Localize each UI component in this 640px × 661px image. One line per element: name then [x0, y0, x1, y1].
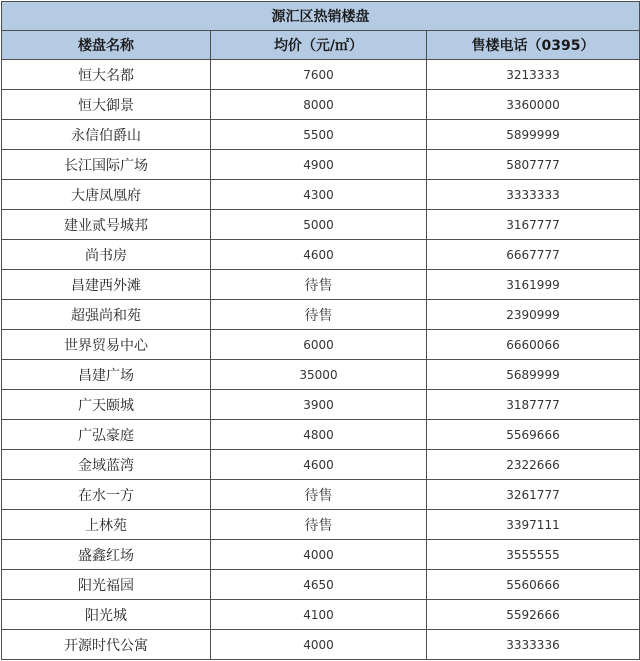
cell-price: 4650 [211, 570, 427, 600]
cell-phone: 3187777 [427, 390, 640, 420]
cell-name: 昌建广场 [2, 360, 211, 390]
cell-phone: 5899999 [427, 120, 640, 150]
cell-price: 5000 [211, 210, 427, 240]
cell-phone: 3161999 [427, 270, 640, 300]
cell-price: 待售 [211, 480, 427, 510]
cell-name: 开源时代公寓 [2, 630, 211, 660]
cell-name: 阳光福园 [2, 570, 211, 600]
table-row [2, 480, 640, 510]
cell-phone: 5569666 [427, 420, 640, 450]
cell-price: 待售 [211, 300, 427, 330]
table-row [2, 60, 640, 90]
table-row [2, 330, 640, 360]
table-row [2, 120, 640, 150]
cell-name: 广弘豪庭 [2, 420, 211, 450]
cell-name: 尚书房 [2, 240, 211, 270]
table-body [2, 60, 640, 660]
cell-name: 上林苑 [2, 510, 211, 540]
cell-price: 8000 [211, 90, 427, 120]
table-row [2, 210, 640, 240]
cell-price: 4800 [211, 420, 427, 450]
cell-price: 4100 [211, 600, 427, 630]
header-price: 均价（元/㎡） [211, 31, 427, 60]
cell-phone: 6660066 [427, 330, 640, 360]
table-header-row [2, 31, 640, 60]
cell-phone: 3213333 [427, 60, 640, 90]
table-title-row [2, 2, 640, 31]
cell-name: 昌建西外滩 [2, 270, 211, 300]
table-title: 源汇区热销楼盘 [2, 2, 640, 31]
table-row [2, 360, 640, 390]
cell-name: 恒大名都 [2, 60, 211, 90]
cell-price: 6000 [211, 330, 427, 360]
cell-price: 4000 [211, 540, 427, 570]
table-row [2, 150, 640, 180]
cell-phone: 2322666 [427, 450, 640, 480]
cell-phone: 3333333 [427, 180, 640, 210]
cell-name: 大唐凤凰府 [2, 180, 211, 210]
cell-phone: 2390999 [427, 300, 640, 330]
cell-phone: 5592666 [427, 600, 640, 630]
header-name: 楼盘名称 [2, 31, 211, 60]
cell-price: 待售 [211, 510, 427, 540]
cell-price: 4600 [211, 240, 427, 270]
table-row [2, 420, 640, 450]
cell-price: 待售 [211, 270, 427, 300]
table-row [2, 90, 640, 120]
cell-name: 广天颐城 [2, 390, 211, 420]
cell-price: 4300 [211, 180, 427, 210]
table-row [2, 630, 640, 660]
cell-phone: 3167777 [427, 210, 640, 240]
cell-price: 35000 [211, 360, 427, 390]
cell-price: 5500 [211, 120, 427, 150]
table-row [2, 510, 640, 540]
table-row [2, 240, 640, 270]
cell-name: 金域蓝湾 [2, 450, 211, 480]
cell-phone: 5807777 [427, 150, 640, 180]
table-row [2, 270, 640, 300]
cell-name: 阳光城 [2, 600, 211, 630]
table-row [2, 180, 640, 210]
table-row [2, 300, 640, 330]
table-row [2, 570, 640, 600]
cell-price: 4600 [211, 450, 427, 480]
cell-phone: 6667777 [427, 240, 640, 270]
cell-name: 恒大御景 [2, 90, 211, 120]
cell-phone: 5689999 [427, 360, 640, 390]
cell-name: 盛鑫红场 [2, 540, 211, 570]
hot-sales-table [1, 1, 640, 660]
cell-name: 超强尚和苑 [2, 300, 211, 330]
cell-price: 4000 [211, 630, 427, 660]
cell-price: 3900 [211, 390, 427, 420]
header-phone: 售楼电话（0395） [427, 31, 640, 60]
table-row [2, 450, 640, 480]
cell-phone: 3261777 [427, 480, 640, 510]
cell-phone: 3555555 [427, 540, 640, 570]
cell-name: 在水一方 [2, 480, 211, 510]
cell-name: 世界贸易中心 [2, 330, 211, 360]
cell-name: 长江国际广场 [2, 150, 211, 180]
cell-price: 7600 [211, 60, 427, 90]
cell-phone: 5560666 [427, 570, 640, 600]
cell-phone: 3333336 [427, 630, 640, 660]
cell-name: 建业贰号城邦 [2, 210, 211, 240]
cell-name: 永信伯爵山 [2, 120, 211, 150]
cell-price: 4900 [211, 150, 427, 180]
table-row [2, 540, 640, 570]
cell-phone: 3360000 [427, 90, 640, 120]
table-row [2, 390, 640, 420]
cell-phone: 3397111 [427, 510, 640, 540]
table-row [2, 600, 640, 630]
